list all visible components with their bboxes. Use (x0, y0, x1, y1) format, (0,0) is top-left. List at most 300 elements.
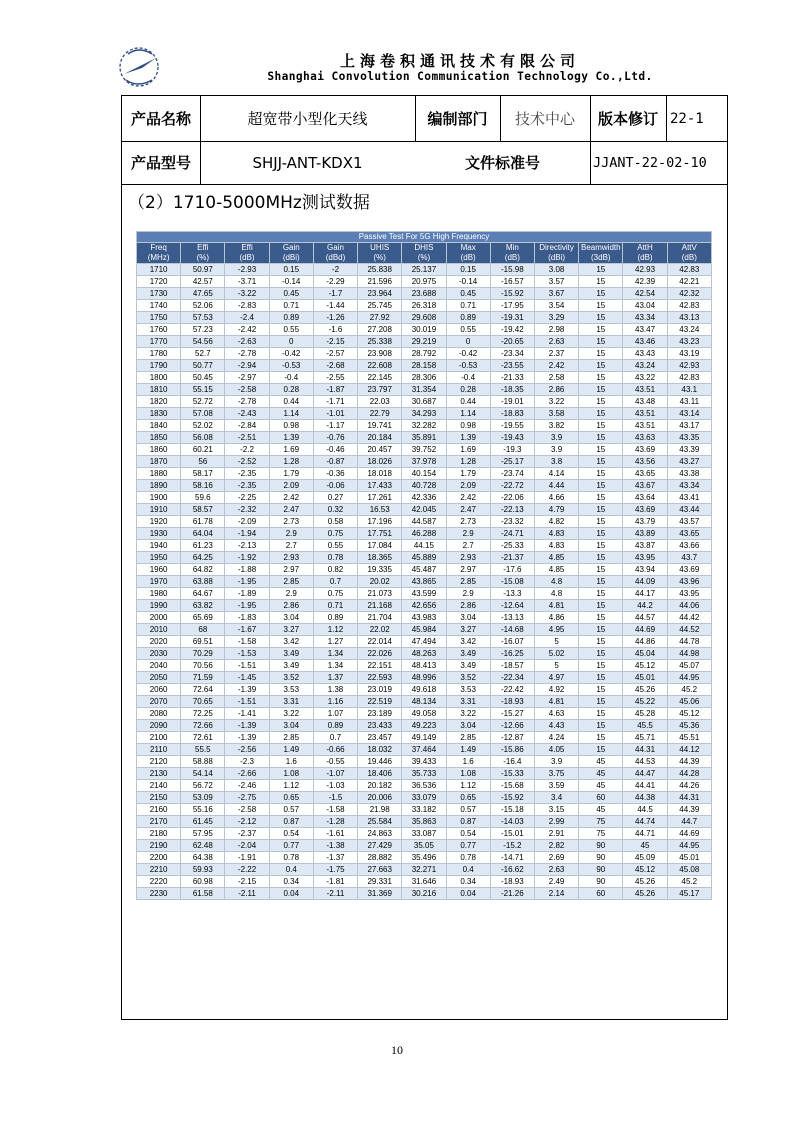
data-cell: 61.58 (181, 888, 225, 900)
data-cell: 21.98 (358, 804, 402, 816)
table-row (137, 624, 712, 636)
freq-cell: 2170 (137, 816, 181, 828)
freq-cell: 2090 (137, 720, 181, 732)
data-cell: 39.433 (402, 756, 446, 768)
data-cell: 28.158 (402, 360, 446, 372)
data-cell: 56.08 (181, 432, 225, 444)
data-cell: 1.12 (269, 780, 313, 792)
freq-cell: 1770 (137, 336, 181, 348)
freq-cell: 2000 (137, 612, 181, 624)
table-row (137, 300, 712, 312)
data-cell: -16.62 (490, 864, 534, 876)
data-cell: 44.12 (667, 744, 711, 756)
data-cell: 15 (579, 612, 623, 624)
data-cell: 3.82 (534, 420, 578, 432)
data-cell: 15 (579, 660, 623, 672)
data-cell: 15 (579, 696, 623, 708)
data-cell: 5 (534, 636, 578, 648)
data-cell: -0.36 (313, 468, 357, 480)
data-cell: 43.43 (623, 348, 667, 360)
data-cell: 75 (579, 816, 623, 828)
data-cell: 57.53 (181, 312, 225, 324)
data-cell: -25.33 (490, 540, 534, 552)
data-cell: 2.42 (534, 360, 578, 372)
data-cell: 0 (446, 336, 490, 348)
data-cell: 43.48 (623, 396, 667, 408)
freq-cell: 2230 (137, 888, 181, 900)
data-cell: -23.74 (490, 468, 534, 480)
freq-cell: 1760 (137, 324, 181, 336)
data-cell: 28.792 (402, 348, 446, 360)
data-cell: 20.182 (358, 780, 402, 792)
freq-cell: 1890 (137, 480, 181, 492)
data-cell: -2.46 (225, 780, 269, 792)
freq-cell: 1880 (137, 468, 181, 480)
data-cell: -15.68 (490, 780, 534, 792)
data-cell: 44.39 (667, 756, 711, 768)
data-cell: 21.704 (358, 612, 402, 624)
data-cell: 43.56 (623, 456, 667, 468)
data-cell: 61.78 (181, 516, 225, 528)
data-cell: 42.93 (667, 360, 711, 372)
data-cell: 1.34 (313, 648, 357, 660)
data-cell: -2.58 (225, 384, 269, 396)
data-cell: 22.79 (358, 408, 402, 420)
data-cell: 37.464 (402, 744, 446, 756)
data-cell: 45.17 (667, 888, 711, 900)
data-cell: 3.9 (534, 756, 578, 768)
data-cell: 2.58 (534, 372, 578, 384)
data-cell: 42.656 (402, 600, 446, 612)
data-cell: 0.44 (269, 396, 313, 408)
data-cell: -1.39 (225, 732, 269, 744)
data-cell: 4.24 (534, 732, 578, 744)
data-cell: 1.08 (269, 768, 313, 780)
data-cell: -19.42 (490, 324, 534, 336)
data-cell: 50.97 (181, 264, 225, 276)
data-cell: 2.47 (269, 504, 313, 516)
freq-cell: 1720 (137, 276, 181, 288)
data-cell: 44.7 (667, 816, 711, 828)
table-row (137, 504, 712, 516)
data-cell: 0.78 (446, 852, 490, 864)
data-cell: -2.58 (225, 804, 269, 816)
data-cell: 44.26 (667, 780, 711, 792)
data-cell: 48.263 (402, 648, 446, 660)
data-cell: 43.95 (667, 588, 711, 600)
data-cell: 43.34 (623, 312, 667, 324)
data-cell: 53.09 (181, 792, 225, 804)
data-cell: 0.71 (313, 600, 357, 612)
data-cell: -16.07 (490, 636, 534, 648)
data-cell: -15.86 (490, 744, 534, 756)
header-row-2 (122, 141, 727, 185)
data-cell: 44.28 (667, 768, 711, 780)
data-cell: -3.71 (225, 276, 269, 288)
data-cell: -25.17 (490, 456, 534, 468)
table-row (137, 384, 712, 396)
data-cell: 17.261 (358, 492, 402, 504)
data-cell: 2.7 (269, 540, 313, 552)
data-cell: 43.23 (667, 336, 711, 348)
data-cell: 4.83 (534, 540, 578, 552)
data-cell: 42.83 (667, 300, 711, 312)
data-cell: 15 (579, 420, 623, 432)
data-cell: 68 (181, 624, 225, 636)
data-cell: -19.01 (490, 396, 534, 408)
data-cell: 70.65 (181, 696, 225, 708)
data-cell: -2.37 (225, 828, 269, 840)
table-row (137, 420, 712, 432)
data-cell: 0.27 (313, 492, 357, 504)
table-row (137, 576, 712, 588)
freq-cell: 2060 (137, 684, 181, 696)
data-cell: 43.35 (667, 432, 711, 444)
data-cell: 1.34 (313, 660, 357, 672)
data-cell: 2.73 (446, 516, 490, 528)
data-cell: 65.69 (181, 612, 225, 624)
data-cell: -2.78 (225, 348, 269, 360)
data-cell: 4.85 (534, 552, 578, 564)
column-header-name: Min (505, 243, 519, 252)
data-cell: 49.149 (402, 732, 446, 744)
freq-cell: 1980 (137, 588, 181, 600)
data-cell: 15 (579, 504, 623, 516)
data-cell: 15 (579, 720, 623, 732)
table-row (137, 600, 712, 612)
data-cell: 0.15 (446, 264, 490, 276)
table-row (137, 888, 712, 900)
data-cell: 2.73 (269, 516, 313, 528)
table-row (137, 312, 712, 324)
data-cell: 15 (579, 432, 623, 444)
data-cell: 18.365 (358, 552, 402, 564)
data-cell: 43.96 (667, 576, 711, 588)
data-cell: 57.95 (181, 828, 225, 840)
table-row (137, 336, 712, 348)
data-cell: 2.09 (269, 480, 313, 492)
data-cell: 27.429 (358, 840, 402, 852)
table-row (137, 492, 712, 504)
data-cell: -16.4 (490, 756, 534, 768)
data-cell: -1.88 (225, 564, 269, 576)
data-cell: -2.66 (225, 768, 269, 780)
column-header (446, 243, 490, 264)
table-row (137, 588, 712, 600)
data-cell: -2.83 (225, 300, 269, 312)
data-cell: 3.42 (269, 636, 313, 648)
data-cell: -2.52 (225, 456, 269, 468)
data-cell: 52.7 (181, 348, 225, 360)
freq-cell: 2070 (137, 696, 181, 708)
data-cell: 72.25 (181, 708, 225, 720)
data-cell: -1.58 (313, 804, 357, 816)
data-cell: 1.07 (313, 708, 357, 720)
data-cell: -13.13 (490, 612, 534, 624)
data-cell: 44.74 (623, 816, 667, 828)
data-cell: 45.12 (667, 708, 711, 720)
column-header (579, 243, 623, 264)
data-cell: 47.65 (181, 288, 225, 300)
data-cell: 22.151 (358, 660, 402, 672)
data-cell: 4.44 (534, 480, 578, 492)
data-cell: 35.496 (402, 852, 446, 864)
data-cell: 44.53 (623, 756, 667, 768)
data-cell: -12.66 (490, 720, 534, 732)
dept-value: 技术中心 (514, 110, 575, 128)
data-cell: -2.57 (313, 348, 357, 360)
data-cell: -2.35 (225, 468, 269, 480)
data-cell: 45 (579, 804, 623, 816)
data-cell: 44.41 (623, 780, 667, 792)
freq-cell: 1830 (137, 408, 181, 420)
data-cell: 1.37 (313, 672, 357, 684)
data-cell: 45.984 (402, 624, 446, 636)
data-cell: -1.39 (225, 720, 269, 732)
data-cell: -1.5 (313, 792, 357, 804)
data-cell: 43.63 (623, 432, 667, 444)
column-header-name: Effi (241, 243, 253, 252)
data-cell: 3.42 (446, 636, 490, 648)
table-row (137, 756, 712, 768)
data-cell: 45.71 (623, 732, 667, 744)
data-cell: -1.41 (225, 708, 269, 720)
data-cell: 0.4 (446, 864, 490, 876)
data-cell: 15 (579, 360, 623, 372)
column-header-unit: (dB) (681, 253, 697, 262)
data-cell: 64.25 (181, 552, 225, 564)
table-row (137, 444, 712, 456)
data-cell: -14.68 (490, 624, 534, 636)
data-cell: 52.02 (181, 420, 225, 432)
data-cell: 3.52 (446, 672, 490, 684)
data-cell: 43.38 (667, 468, 711, 480)
data-cell: 42.93 (623, 264, 667, 276)
data-cell: 27.92 (358, 312, 402, 324)
data-cell: -18.35 (490, 384, 534, 396)
data-cell: -23.55 (490, 360, 534, 372)
data-cell: 52.72 (181, 396, 225, 408)
data-cell: 45.01 (667, 852, 711, 864)
data-cell: 4.63 (534, 708, 578, 720)
data-cell: 90 (579, 864, 623, 876)
data-cell: 15 (579, 384, 623, 396)
data-cell: 18.018 (358, 468, 402, 480)
data-cell: 55.5 (181, 744, 225, 756)
table-row (137, 564, 712, 576)
column-header-name: Beamwidth (581, 243, 621, 252)
data-cell: 22.519 (358, 696, 402, 708)
data-cell: 43.44 (667, 504, 711, 516)
data-cell: 63.88 (181, 576, 225, 588)
data-cell: 44.86 (623, 636, 667, 648)
table-row (137, 804, 712, 816)
data-cell: -2.43 (225, 408, 269, 420)
data-cell: 32.282 (402, 420, 446, 432)
column-header-name: DHIS (414, 243, 434, 252)
data-cell: 2.63 (534, 864, 578, 876)
data-cell: -21.37 (490, 552, 534, 564)
data-cell: 44.17 (623, 588, 667, 600)
data-cell: 70.56 (181, 660, 225, 672)
data-cell: 48.413 (402, 660, 446, 672)
table-row (137, 708, 712, 720)
data-cell: 0.45 (446, 288, 490, 300)
data-cell: 26.318 (402, 300, 446, 312)
table-row (137, 696, 712, 708)
data-cell: 44.38 (623, 792, 667, 804)
data-cell: 0.34 (446, 876, 490, 888)
data-cell: 44.587 (402, 516, 446, 528)
data-cell: 71.59 (181, 672, 225, 684)
data-cell: 44.69 (623, 624, 667, 636)
data-cell: 4.79 (534, 504, 578, 516)
table-row (137, 516, 712, 528)
data-cell: 60.21 (181, 444, 225, 456)
data-cell: 43.69 (667, 564, 711, 576)
data-cell: 43.11 (667, 396, 711, 408)
column-header-unit: (MHz) (147, 253, 170, 262)
data-cell: 1.79 (269, 468, 313, 480)
data-cell: 15 (579, 336, 623, 348)
data-cell: -15.98 (490, 264, 534, 276)
data-cell: 33.087 (402, 828, 446, 840)
data-cell: -1.44 (313, 300, 357, 312)
data-cell: -17.6 (490, 564, 534, 576)
data-cell: 3.49 (446, 648, 490, 660)
data-cell: 43.1 (667, 384, 711, 396)
data-cell: 3.58 (534, 408, 578, 420)
table-row (137, 732, 712, 744)
table-row (137, 372, 712, 384)
table-title: Passive Test For 5G High Frequency (137, 232, 712, 243)
data-cell: -1.7 (313, 288, 357, 300)
freq-cell: 1920 (137, 516, 181, 528)
data-cell: 40.154 (402, 468, 446, 480)
column-header-unit: (dB) (504, 253, 520, 262)
data-cell: 44.06 (667, 600, 711, 612)
data-cell: 60 (579, 792, 623, 804)
data-cell: -2.4 (225, 312, 269, 324)
freq-cell: 1780 (137, 348, 181, 360)
data-cell: -1.39 (225, 684, 269, 696)
data-cell: 44.78 (667, 636, 711, 648)
data-cell: 30.216 (402, 888, 446, 900)
data-cell: 0.89 (446, 312, 490, 324)
data-cell: 39.752 (402, 444, 446, 456)
data-cell: 2.85 (269, 732, 313, 744)
column-header-name: AttV (681, 243, 697, 252)
data-cell: 4.81 (534, 696, 578, 708)
data-cell: 44.71 (623, 828, 667, 840)
data-cell: 2.9 (446, 588, 490, 600)
data-cell: -2.12 (225, 816, 269, 828)
data-cell: 0.82 (313, 564, 357, 576)
data-cell: 3.49 (269, 660, 313, 672)
data-cell: 43.24 (667, 324, 711, 336)
data-cell: 1.16 (313, 696, 357, 708)
data-cell: -2.13 (225, 540, 269, 552)
freq-cell: 1710 (137, 264, 181, 276)
data-cell: 75 (579, 828, 623, 840)
data-cell: 0.4 (269, 864, 313, 876)
data-cell: 0.89 (269, 312, 313, 324)
data-cell: -1.67 (225, 624, 269, 636)
data-cell: 64.04 (181, 528, 225, 540)
data-cell: 42.045 (402, 504, 446, 516)
data-cell: 44.47 (623, 768, 667, 780)
data-cell: 42.21 (667, 276, 711, 288)
data-cell: 36.536 (402, 780, 446, 792)
column-header-unit: (3dB) (591, 253, 611, 262)
data-cell: -1.95 (225, 576, 269, 588)
column-header-unit: (%) (373, 253, 386, 262)
freq-cell: 2210 (137, 864, 181, 876)
data-cell: -1.94 (225, 528, 269, 540)
data-cell: 0.55 (446, 324, 490, 336)
data-cell: 15 (579, 480, 623, 492)
data-cell: 1.08 (446, 768, 490, 780)
data-cell: -1.37 (313, 852, 357, 864)
data-cell: 49.618 (402, 684, 446, 696)
data-cell: 3.53 (446, 684, 490, 696)
data-cell: 15 (579, 600, 623, 612)
data-cell: 20.02 (358, 576, 402, 588)
data-cell: -1.51 (225, 696, 269, 708)
freq-cell: 1860 (137, 444, 181, 456)
data-cell: 15 (579, 672, 623, 684)
data-cell: 3.04 (446, 612, 490, 624)
freq-cell: 2110 (137, 744, 181, 756)
data-cell: 45.22 (623, 696, 667, 708)
data-cell: 28.306 (402, 372, 446, 384)
data-cell: 45.28 (623, 708, 667, 720)
data-cell: 15 (579, 468, 623, 480)
data-cell: 43.34 (667, 480, 711, 492)
data-cell: 22.026 (358, 648, 402, 660)
data-cell: 3.9 (534, 444, 578, 456)
data-cell: 3.57 (534, 276, 578, 288)
data-cell: 15 (579, 444, 623, 456)
data-cell: 49.058 (402, 708, 446, 720)
data-cell: 45.5 (623, 720, 667, 732)
data-cell: 47.494 (402, 636, 446, 648)
data-cell: 44.15 (402, 540, 446, 552)
data-cell: 0.7 (313, 576, 357, 588)
data-cell: -2.22 (225, 864, 269, 876)
data-cell: 90 (579, 840, 623, 852)
data-cell: 43.87 (623, 540, 667, 552)
data-cell: 15 (579, 624, 623, 636)
freq-cell: 1930 (137, 528, 181, 540)
data-cell: 0.87 (269, 816, 313, 828)
data-cell: 0.77 (269, 840, 313, 852)
data-cell: 15 (579, 684, 623, 696)
data-cell: -15.08 (490, 576, 534, 588)
data-cell: 64.67 (181, 588, 225, 600)
data-cell: -2.15 (313, 336, 357, 348)
data-cell: 3.59 (534, 780, 578, 792)
data-cell: 3.04 (269, 612, 313, 624)
column-header-name: Directivity (539, 243, 574, 252)
data-cell: 1.39 (269, 432, 313, 444)
data-cell: -19.55 (490, 420, 534, 432)
data-cell: 0.04 (446, 888, 490, 900)
data-cell: 23.688 (402, 288, 446, 300)
freq-cell: 1800 (137, 372, 181, 384)
data-cell: 30.687 (402, 396, 446, 408)
data-cell: 4.8 (534, 588, 578, 600)
